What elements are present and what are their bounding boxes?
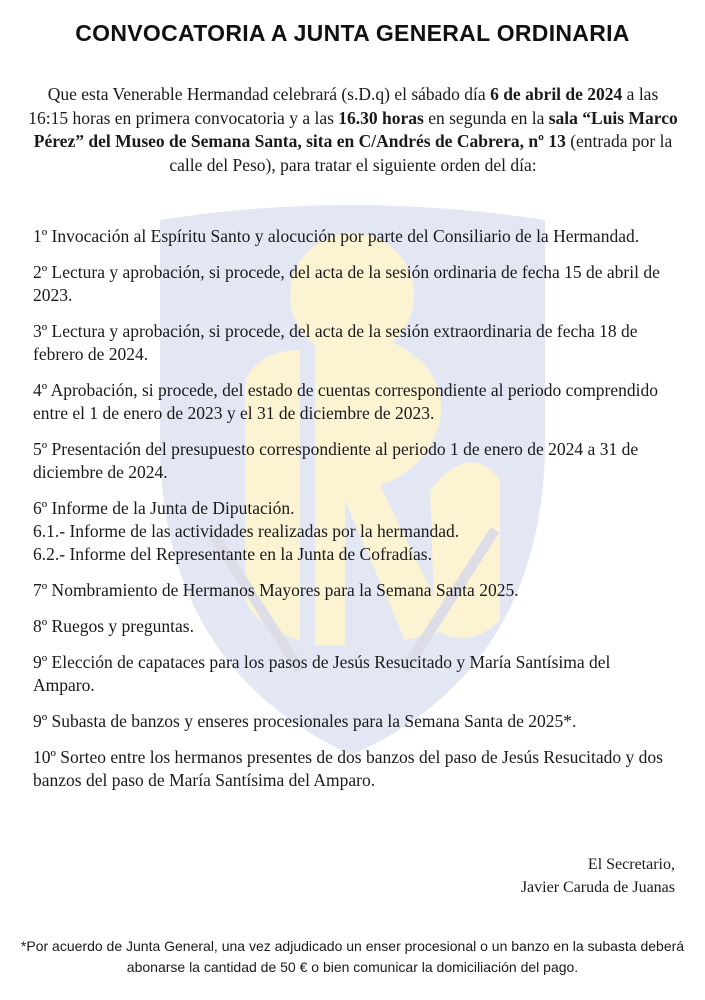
intro-date: 6 de abril de 2024 [490, 84, 623, 104]
agenda-item-1: 1º Invocación al Espíritu Santo y alocución por parte del Consiliario de la Hermandad. [33, 226, 640, 246]
agenda-item-4: 4º Aprobación, si procede, del estado de cuentas correspondiente al periodo comprendido entre el 1 de enero de 2023 y el 31 de diciembre de 2023. [33, 380, 659, 423]
agenda-list [33, 225, 673, 805]
intro-text-4: (entrada por la calle del Peso), para tratar el siguiente orden del día: [169, 131, 673, 175]
intro-time: 16.30 horas [338, 107, 424, 128]
intro-venue: sala “Luis Marco Pérez” del Museo de Semana Santa, sita en C/Andrés de Cabrera, nº 13 [33, 107, 678, 151]
intro-paragraph [28, 83, 678, 177]
agenda-item-6-1: 6.1.- Informe de las actividades realizadas por la hermandad. [33, 521, 460, 541]
agenda-item-8: 8º Ruegos y preguntas. [33, 616, 194, 636]
signature-role: El Secretario, [587, 856, 675, 873]
agenda-item-7: 7º Nombramiento de Hermanos Mayores para la Semana Santa 2025. [33, 580, 519, 600]
agenda-item-6-2: 6.2.- Informe del Representante en la Junta de Cofradías. [33, 544, 432, 564]
agenda-item-9a: 9º Elección de capataces para los pasos de Jesús Resucitado y María Santísima del Amparo. [33, 652, 611, 695]
footnote: *Por acuerdo de Junta General, una vez adjudicado un enser procesional o un banzo en la subasta deberá abonarse la cantidad de 50 € o bien comunicar la domiciliación del pago. [20, 938, 685, 975]
agenda-item-10: 10º Sorteo entre los hermanos presentes de dos banzos del paso de Jesús Resucitado y dos banzos del paso de María Santísima del Amparo. [33, 747, 663, 790]
agenda-item-6: 6º Informe de la Junta de Diputación. [33, 498, 295, 518]
signature-name: Javier Caruda de Juanas [520, 879, 675, 896]
agenda-item-2: 2º Lectura y aprobación, si procede, del acta de la sesión ordinaria de fecha 15 de abril de 2023. [33, 262, 660, 305]
agenda-item-5: 5º Presentación del presupuesto correspondiente al periodo 1 de enero de 2024 a 31 de diciembre de 2024. [33, 439, 639, 482]
agenda-item-9b: 9º Subasta de banzos y enseres procesionales para la Semana Santa de 2025*. [33, 711, 577, 731]
intro-text-3: en segunda en la [423, 107, 549, 128]
document-title: CONVOCATORIA A JUNTA GENERAL ORDINARIA [75, 20, 630, 46]
intro-text-2: a las 16:15 horas en primera convocatoria y a las [28, 84, 659, 128]
intro-text-1: Que esta Venerable Hermandad celebrará (s.D.q) el sábado día [47, 84, 491, 104]
signature-block [521, 853, 675, 899]
agenda-item-3: 3º Lectura y aprobación, si procede, del acta de la sesión extraordinaria de fecha 18 de febrero de 2024. [33, 321, 638, 364]
